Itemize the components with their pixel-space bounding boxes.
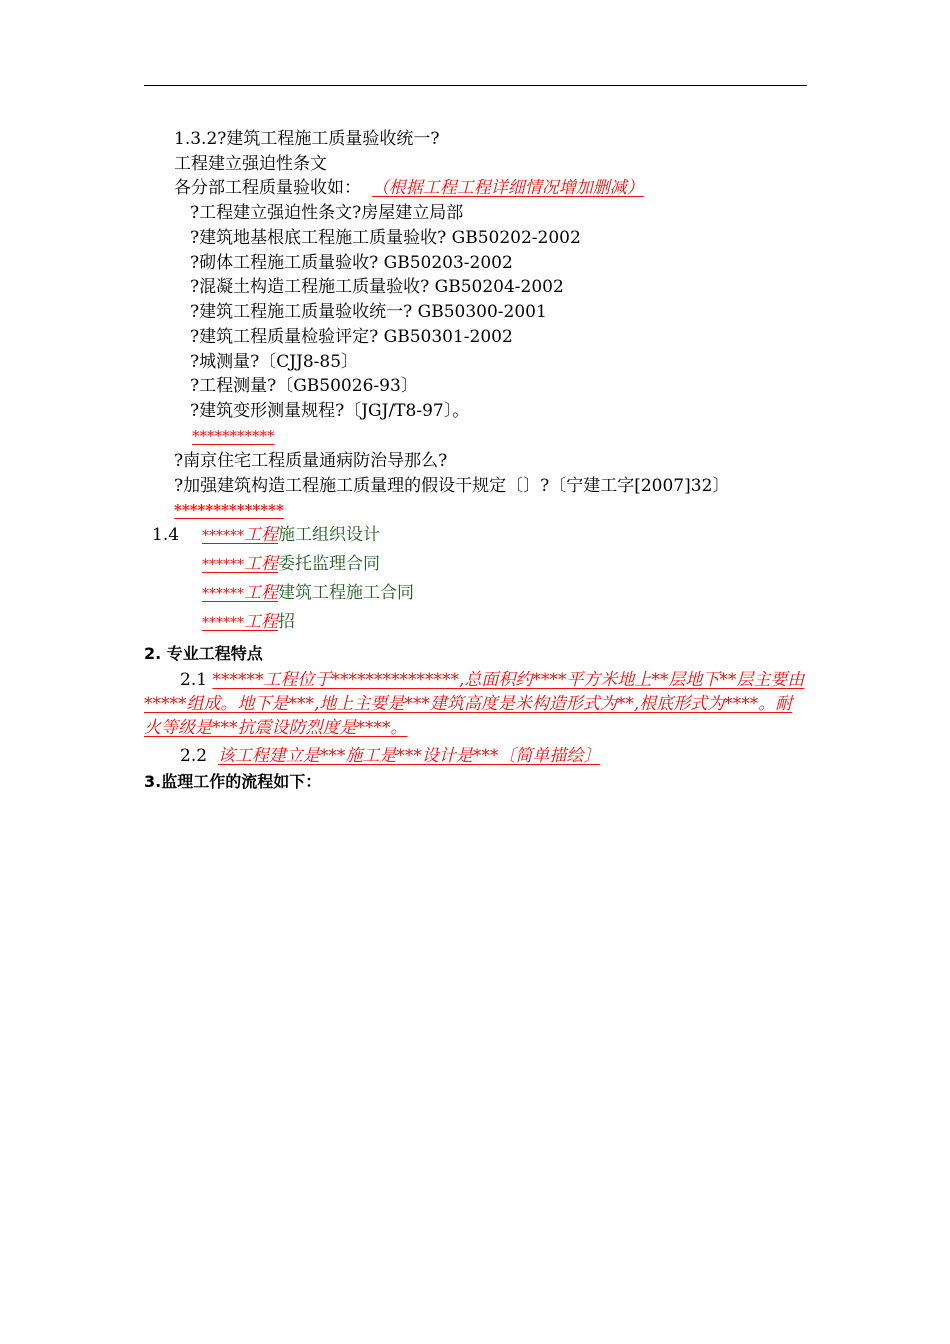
standard-item: ?工程测量?〔GB50026-93〕 (190, 376, 418, 396)
construction-paragraph (180, 746, 600, 766)
standard-item: ?建筑地基根底工程施工质量验收? GB50202-2002 (190, 228, 581, 248)
standard-item: ?混凝土构造工程施工质量验收? GB50204-2002 (190, 277, 564, 297)
standard-item: ?建筑工程施工质量验收统一? GB50300-2001 (190, 302, 547, 322)
document-item (202, 612, 295, 633)
nanjing-standard: ?南京住宅工程质量通病防治导那么? (174, 451, 448, 471)
standard-item: ?建筑变形测量规程?〔JGJ/T8-97〕。 (190, 401, 470, 421)
document-item (202, 583, 414, 604)
project-overview-paragraph (144, 668, 808, 740)
acceptance-label: 各分部工程质量验收如： (174, 178, 361, 198)
standard-item: ?砌体工程施工质量验收? GB50203-2002 (190, 253, 513, 273)
standards-line: 工程建立强迫性条文 (174, 154, 327, 174)
section-1-4-number: 1.4 (152, 525, 180, 545)
item-text: 招 (278, 612, 295, 632)
header-rule (144, 85, 807, 86)
reinforce-standard: ?加强建筑构造工程施工质量理的假设干规定〔〕?〔宁建工字[2007]32〕 (174, 476, 730, 496)
paragraph-number: 2.2 (180, 746, 208, 766)
item-stars: ****** (202, 528, 244, 544)
item-text: 施工组织设计 (278, 525, 380, 545)
section-2-heading: 2. 专业工程特点 (144, 644, 263, 663)
construction-text: 该工程建立是***施工是***设计是***〔简单描绘〕 (217, 746, 601, 766)
item-project: 工程 (244, 612, 278, 632)
placeholder-stars: ************** (174, 501, 284, 519)
item-project: 工程 (244, 583, 278, 603)
item-stars: ****** (202, 586, 244, 602)
section-1-3-2-title: 1.3.2?建筑工程施工质量验收统一? (174, 129, 440, 149)
item-stars: ****** (202, 615, 244, 631)
acceptance-line (174, 178, 644, 198)
project-overview-text: ******工程位于***************,总面积约****平方米地上**层地下**层主要由*****组成。地下是***,地上主要是***建筑高度是米构造形式为**,根底形式为****。耐火等级是***抗震设防烈度是****。 (144, 670, 805, 738)
item-stars: ****** (202, 557, 244, 573)
section-3-heading: 3.监理工作的流程如下： (144, 772, 322, 791)
item-project: 工程 (244, 525, 278, 545)
acceptance-note: （根据工程工程详细情况增加删减） (371, 178, 644, 198)
paragraph-number: 2.1 (180, 670, 208, 690)
standard-item: ?城测量?〔CJJ8-85〕 (190, 352, 359, 372)
placeholder-stars: *********** (192, 427, 275, 445)
standard-item: ?工程建立强迫性条文?房屋建立局部 (190, 203, 464, 223)
standard-item: ?建筑工程质量检验评定? GB50301-2002 (190, 327, 513, 347)
item-text: 委托监理合同 (278, 554, 380, 574)
document-item (202, 554, 380, 575)
item-project: 工程 (244, 554, 278, 574)
document-item (202, 525, 380, 546)
item-text: 建筑工程施工合同 (278, 583, 414, 603)
